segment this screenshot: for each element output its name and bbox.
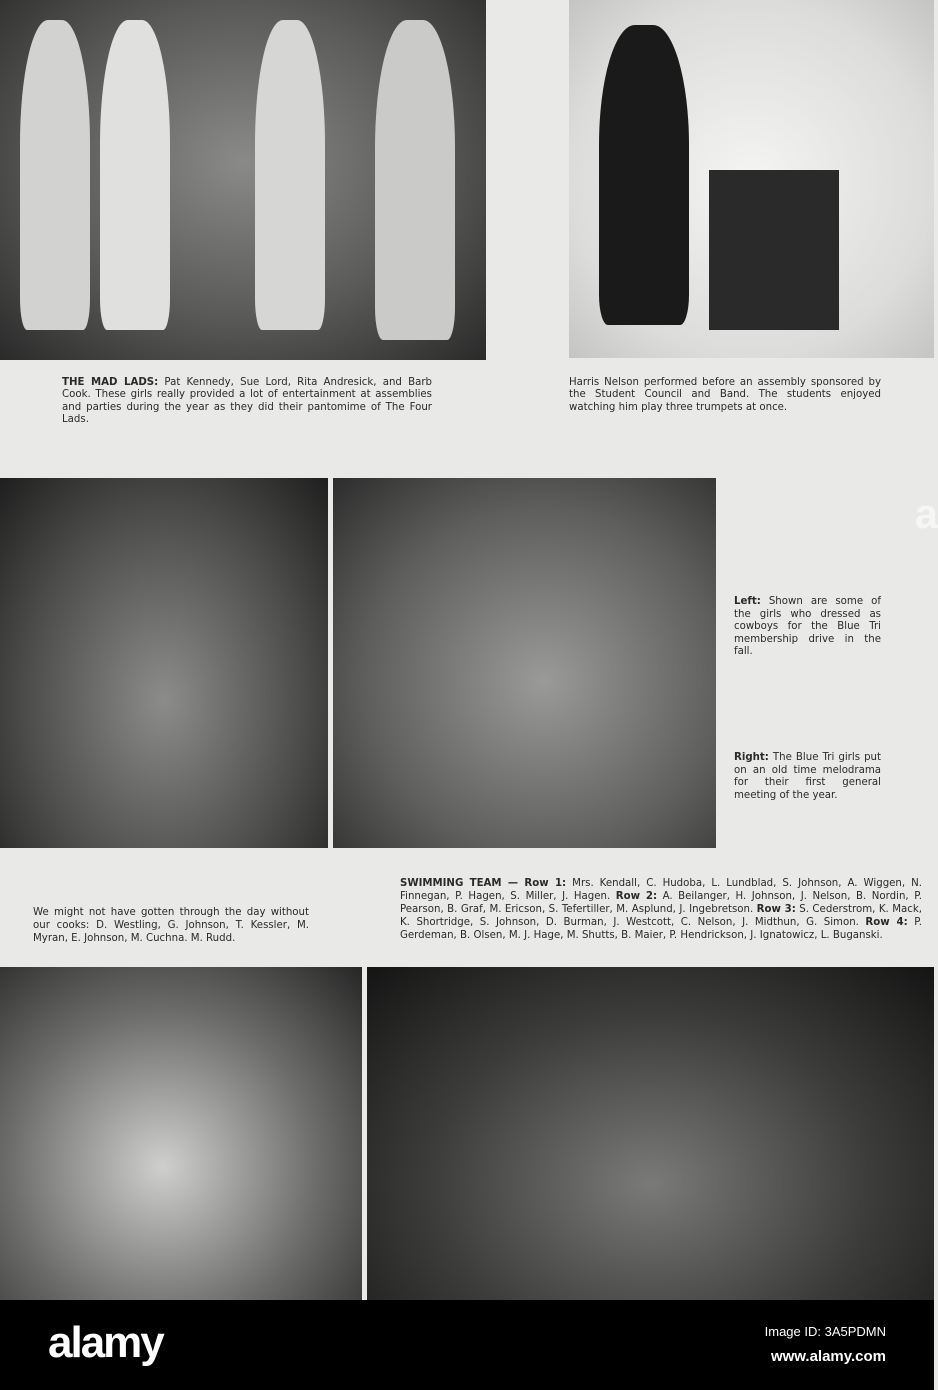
row-4-names: P. Gerdeman, B. Olsen, M. J. Hage, M. Shutts, B. Maier, P. Hendrickson, J. Ignatowicz, L. Buganski. [400,917,923,941]
image-id: Image ID: 3A5PDMN [764,1324,886,1339]
harris-nelson-photo [569,0,934,358]
cooks-caption [33,906,309,945]
caption-text: Shown are some of the girls who dressed as cowboys for the Blue Tri membership drive in the fall. [734,596,881,657]
performer-figure [255,20,325,330]
performer-figure [375,20,455,340]
caption-lead: THE MAD LADS: [62,377,159,388]
performer-figure [100,20,170,330]
row-2-names: A. Beilanger, H. Johnson, J. Nelson, B. Nordin, P. Pearson, B. Graf, M. Ericson, S. Tefertiller, M. Asplund, J. Ingebretson. [400,891,922,915]
watermark-logo: a [914,490,938,537]
melodrama-photo [333,478,716,848]
watermark-footer [0,1300,934,1390]
left-caption [734,596,881,659]
cowboys-photo [0,478,328,848]
caption-text: We might not have gotten through the day without our cooks: D. Westling, G. Johnson, T. Kessler, M. Myran, E. Johnson, M. Cuchna. M. Rudd. [33,907,309,944]
caption-text: Pat Kennedy, Sue Lord, Rita Andresick, and Barb Cook. These girls really provided a lot of entertainment at assemblies and parties during the year as they did their pantomime of The Four Lads. [62,377,432,425]
cooks-photo [0,967,362,1300]
alamy-logo: alamy [48,1318,163,1367]
mad-lads-caption [62,377,432,426]
harris-nelson-caption [569,377,881,414]
caption-lead: SWIMMING TEAM — Row 1: [400,878,567,889]
caption-lead: Left: [734,596,761,607]
instrument-stand [709,170,839,330]
swimming-team-photo [367,967,934,1300]
performer-figure [599,25,689,325]
row-3-names: S. Cederstrom, K. Mack, K. Shortridge, S. Johnson, D. Burman, J. Westcott, C. Nelson, J. Midthun, G. Simon. [400,904,922,928]
swimming-team-caption [400,877,922,942]
row-2-label: Row 2: [615,891,658,902]
site-url: www.alamy.com [770,1348,886,1365]
performer-figure [20,20,90,330]
caption-lead: Right: [734,752,769,763]
mad-lads-photo [0,0,486,360]
caption-text: Harris Nelson performed before an assembly sponsored by the Student Council and Band. The students enjoyed watching him play three trumpets at once. [569,377,881,413]
row-4-label: Row 4: [865,917,908,928]
row-3-label: Row 3: [756,904,796,915]
caption-text: The Blue Tri girls put on an old time melodrama for their first general meeting of the year. [734,752,881,801]
right-caption [734,752,881,802]
row-1-names: Mrs. Kendall, C. Hudoba, L. Lundblad, S. Johnson, A. Wiggen, N. Finnegan, P. Hagen, S. Miller, J. Hagen. [400,878,922,902]
